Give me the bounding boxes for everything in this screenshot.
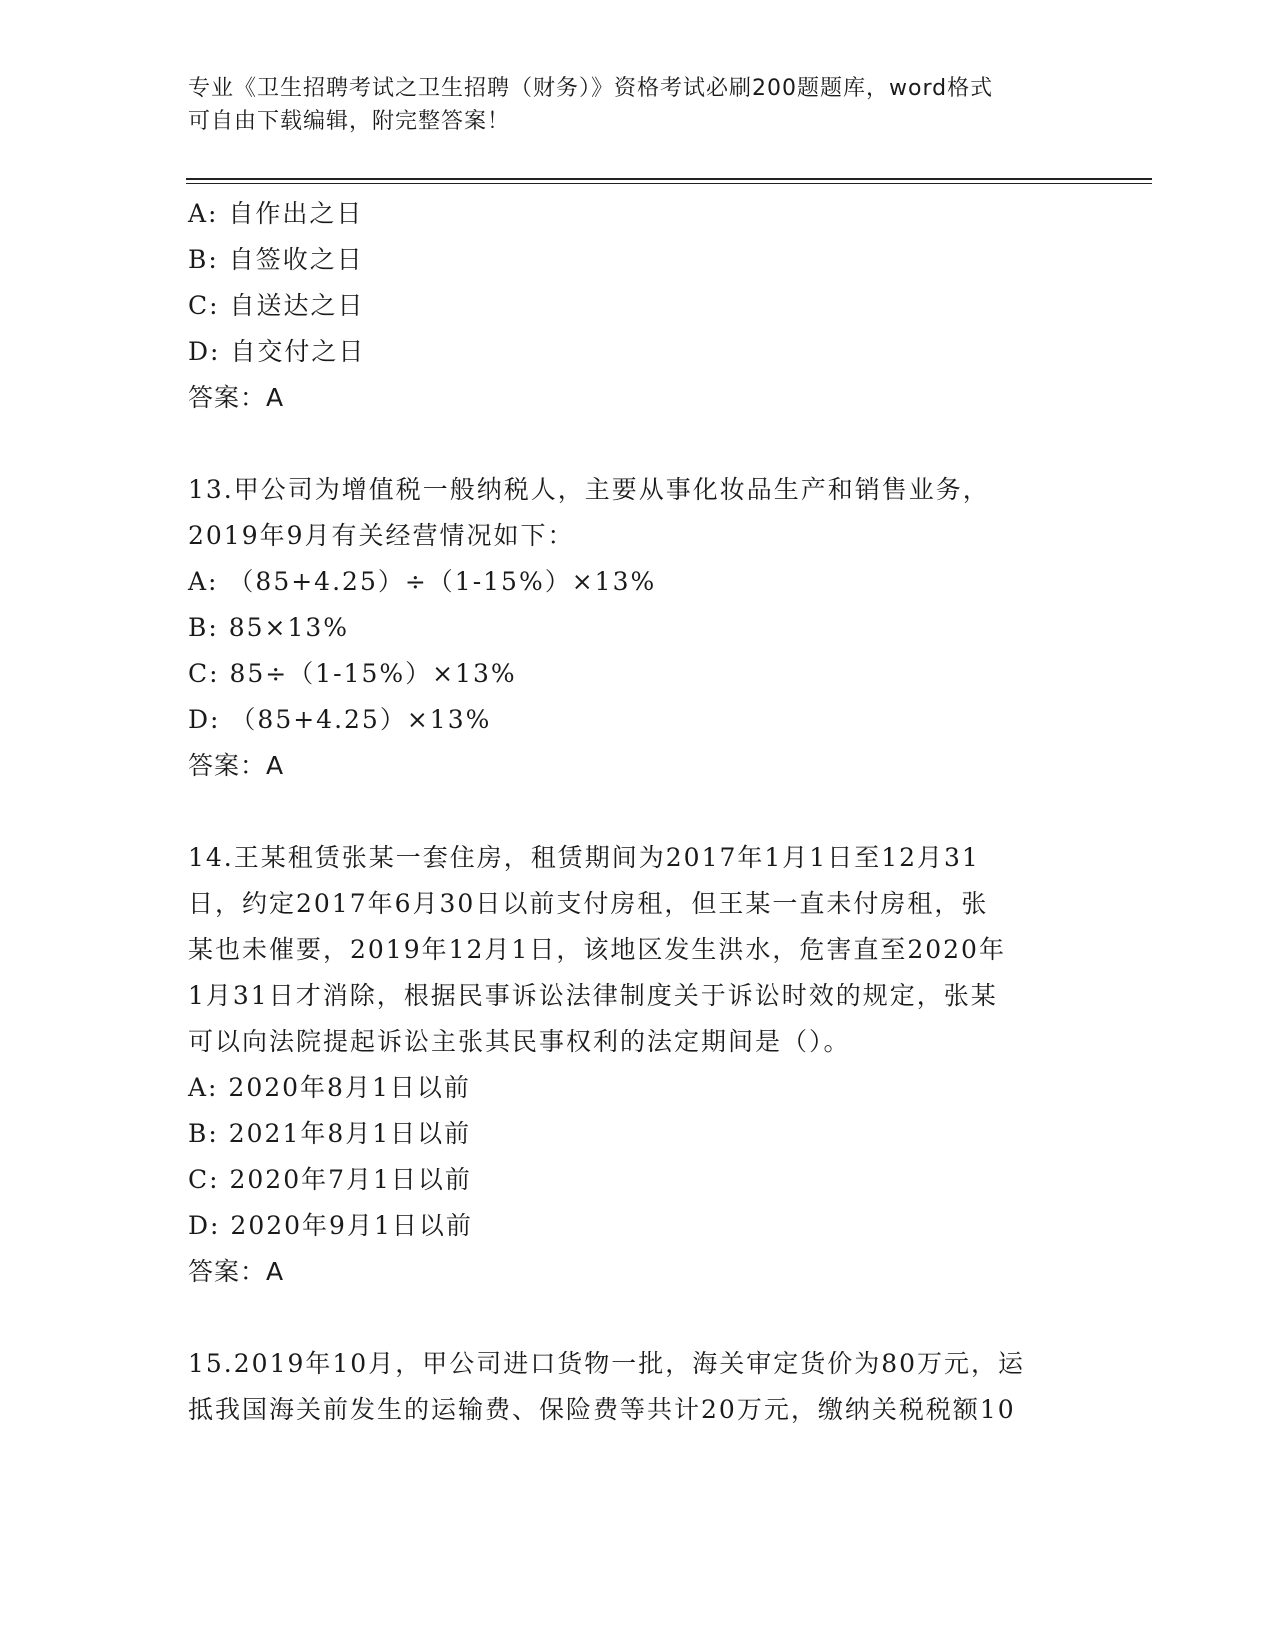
header-rule-thick [186, 178, 1152, 180]
question-stem-line: 抵我国海关前发生的运输费、保险费等共计20万元，缴纳关税税额10 [188, 1395, 1016, 1424]
spacer [188, 789, 1088, 835]
header-rule-thin [186, 183, 1152, 184]
option-a: A: 自作出之日 [188, 199, 364, 228]
question-stem-line: 可以向法院提起诉讼主张其民事权利的法定期间是（）。 [188, 1027, 851, 1056]
header-line-1: 专业《卫生招聘考试之卫生招聘（财务）》资格考试必刷200题题库，word格式 [188, 76, 994, 101]
question-stem-line: 1月31日才消除，根据民事诉讼法律制度关于诉讼时效的规定，张某 [188, 981, 998, 1010]
question-12 [188, 191, 1088, 421]
option-c: C: 2020年7月1日以前 [188, 1165, 472, 1194]
document-header [188, 72, 1088, 138]
question-stem-line: 13.甲公司为增值税一般纳税人，主要从事化妆品生产和销售业务， [188, 475, 990, 504]
question-stem-line: 14.王某租赁张某一套住房，租赁期间为2017年1月1日至12月31 [188, 843, 980, 872]
option-d: D: 2020年9月1日以前 [188, 1211, 473, 1240]
option-c: C: 自送达之日 [188, 291, 365, 320]
question-stem-line: 15.2019年10月，甲公司进口货物一批，海关审定货价为80万元，运 [188, 1349, 1026, 1378]
question-stem-line: 2019年9月有关经营情况如下： [188, 521, 575, 550]
question-14 [188, 835, 1088, 1295]
option-c: C: 85÷（1-15%）×13% [188, 659, 517, 688]
answer-line: 答案：A [188, 383, 285, 412]
document-body [188, 191, 1088, 1433]
question-stem-line: 某也未催要，2019年12月1日，该地区发生洪水，危害直至2020年 [188, 935, 1006, 964]
option-d: D: 自交付之日 [188, 337, 366, 366]
question-stem-line: 日，约定2017年6月30日以前支付房租，但王某一直未付房租，张 [188, 889, 989, 918]
spacer [188, 1295, 1088, 1341]
option-b: B: 2021年8月1日以前 [188, 1119, 472, 1148]
option-a: A: （85+4.25）÷（1-15%）×13% [188, 567, 657, 596]
answer-line: 答案：A [188, 751, 285, 780]
option-d: D: （85+4.25）×13% [188, 705, 492, 734]
spacer [188, 421, 1088, 467]
option-b: B: 自签收之日 [188, 245, 364, 274]
question-15 [188, 1341, 1088, 1433]
answer-line: 答案：A [188, 1257, 285, 1286]
option-a: A: 2020年8月1日以前 [188, 1073, 471, 1102]
question-13 [188, 467, 1088, 789]
option-b: B: 85×13% [188, 613, 350, 642]
header-line-2: 可自由下载编辑，附完整答案！ [188, 109, 511, 134]
